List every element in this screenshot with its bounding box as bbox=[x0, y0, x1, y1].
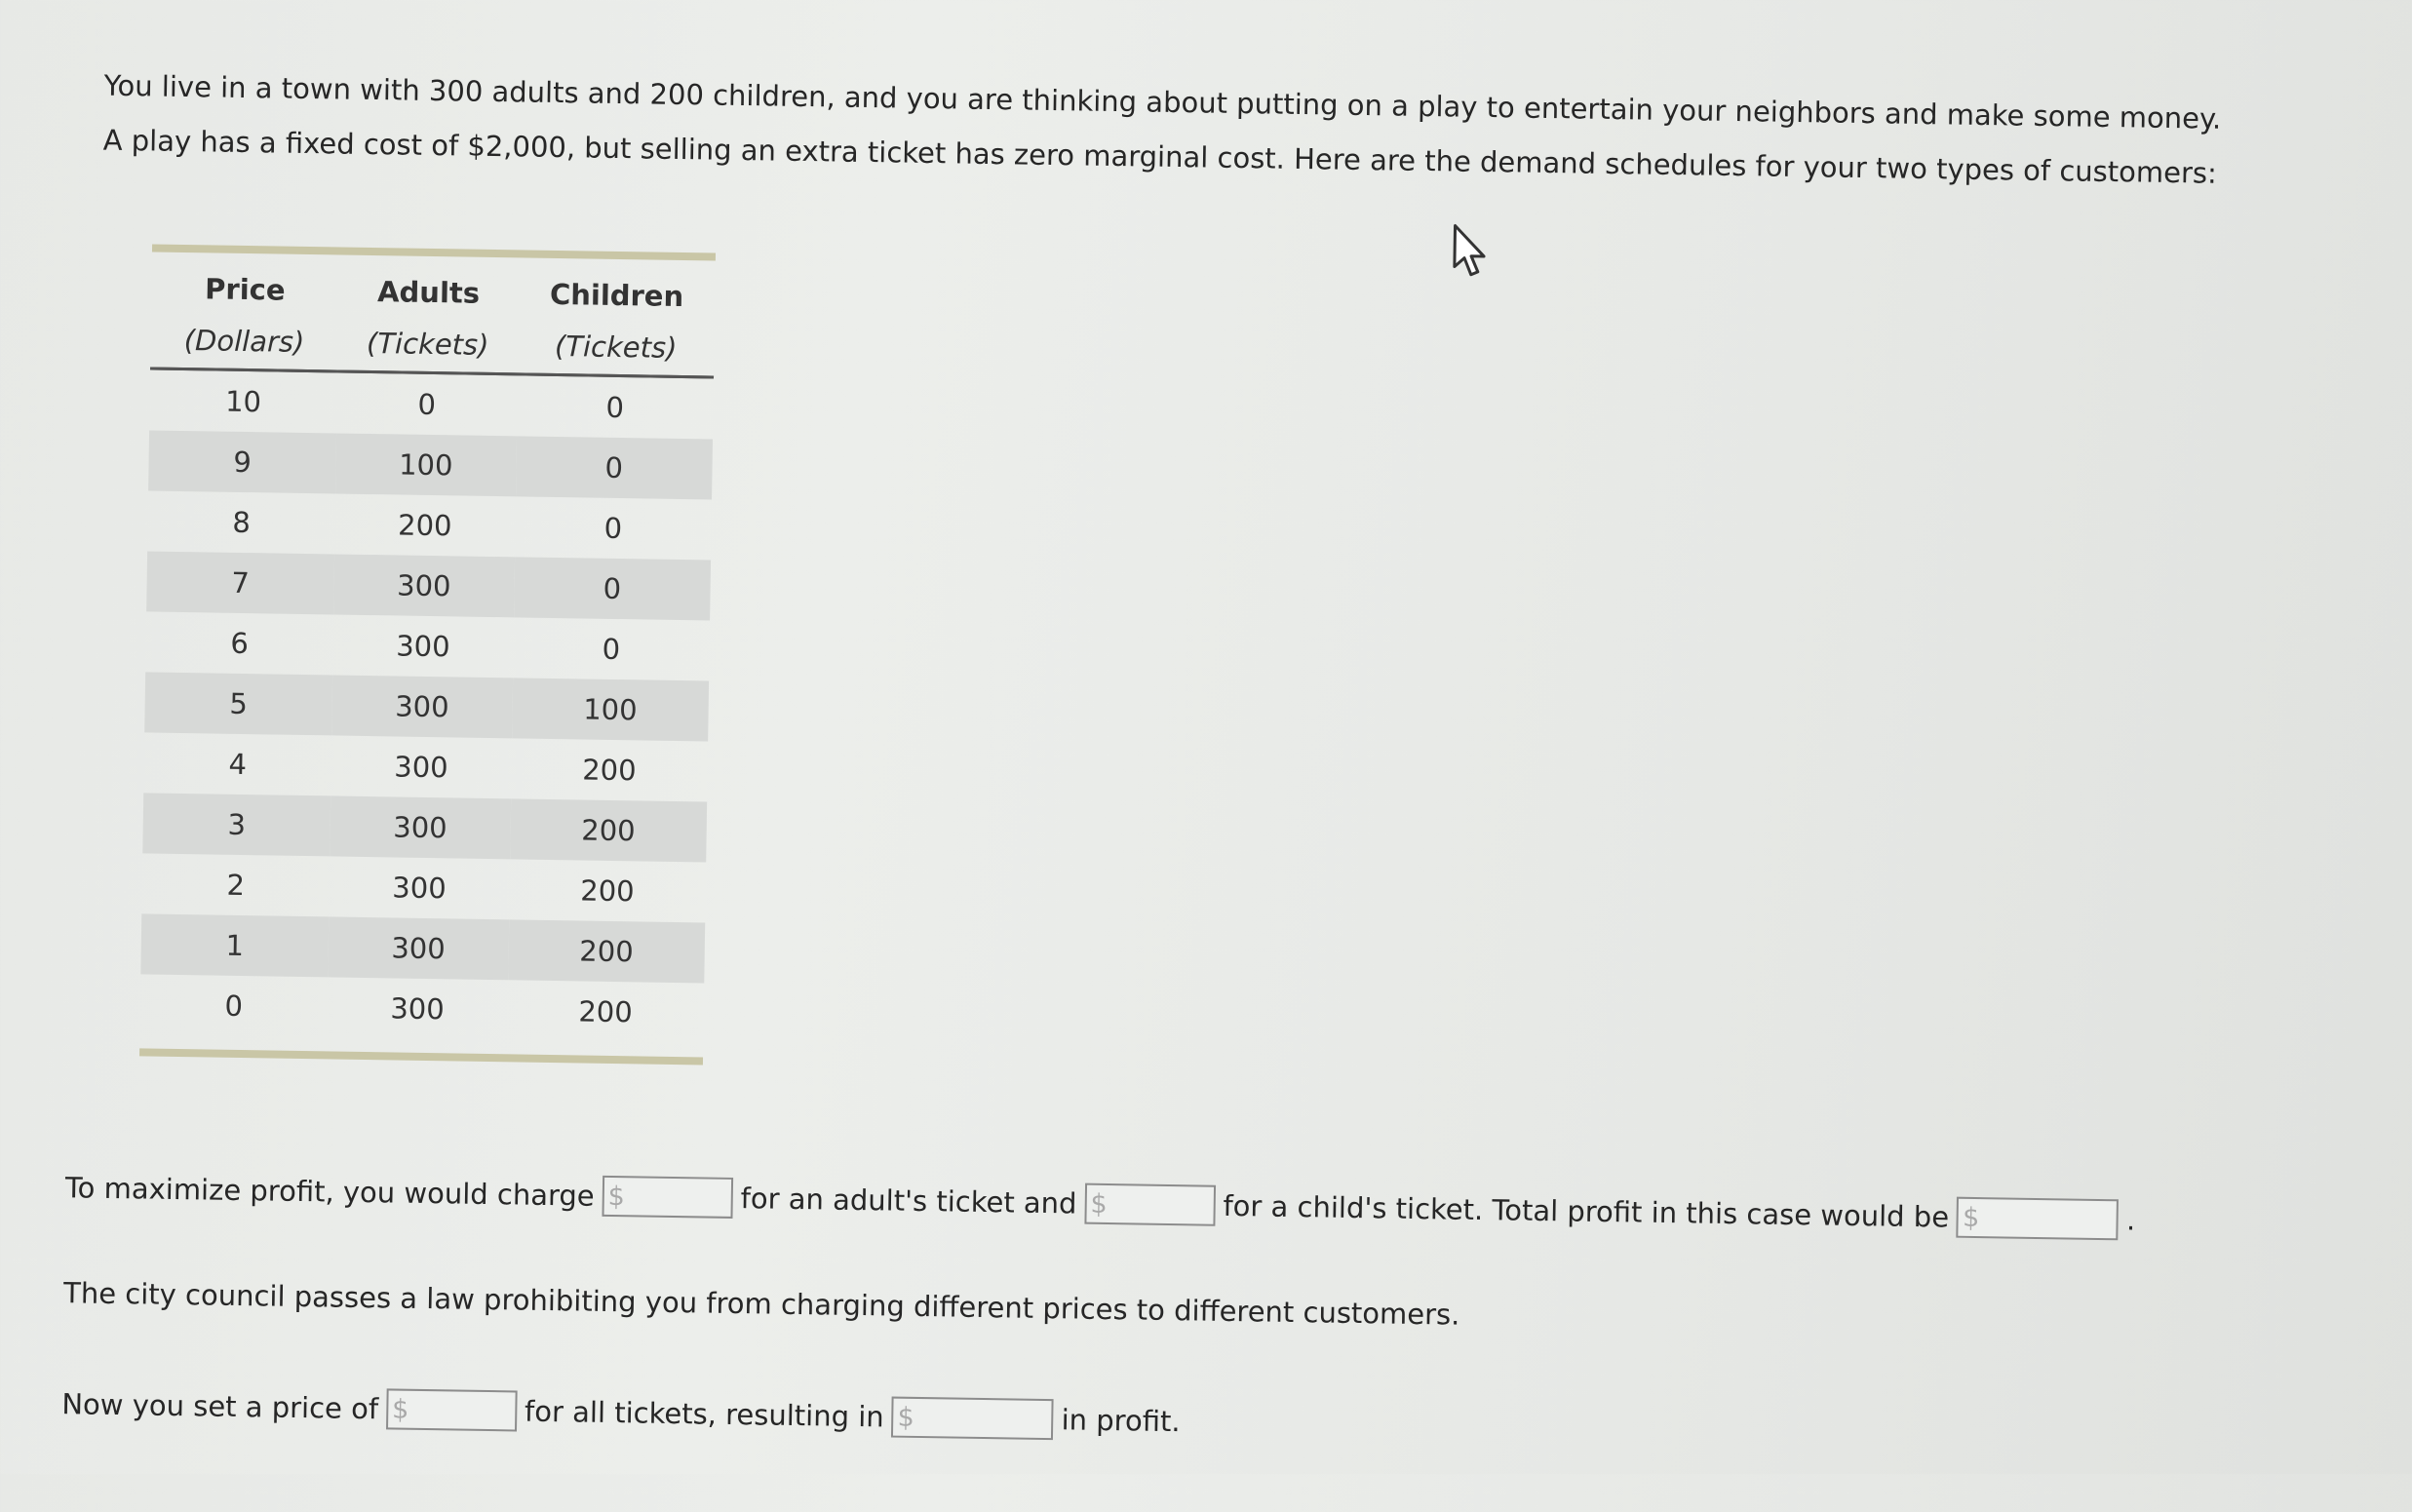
demand-schedule bbox=[139, 244, 716, 1065]
table-row bbox=[141, 853, 706, 922]
children-cell: 0 bbox=[514, 557, 711, 620]
dollar-prefix: $ bbox=[1962, 1202, 1980, 1233]
adults-cell: 0 bbox=[417, 387, 437, 422]
table-row bbox=[144, 672, 709, 741]
children-cell: 200 bbox=[510, 798, 707, 862]
table-top-rule bbox=[152, 244, 716, 260]
q2-text-c: in profit. bbox=[1061, 1403, 1181, 1439]
table-row bbox=[148, 430, 713, 499]
price-cell: 6 bbox=[230, 626, 250, 661]
demand-table bbox=[139, 263, 715, 1043]
resulting-profit-input[interactable] bbox=[891, 1397, 1054, 1441]
adults-cell: 300 bbox=[330, 795, 510, 859]
q2-text-a: Now you set a price of bbox=[61, 1387, 379, 1426]
price-cell: 10 bbox=[224, 384, 262, 419]
single-price-question bbox=[61, 1383, 1181, 1442]
adults-cell: 300 bbox=[328, 916, 508, 980]
table-row bbox=[139, 974, 704, 1043]
dollar-prefix: $ bbox=[897, 1402, 915, 1433]
q2-text-b: for all tickets, resulting in bbox=[524, 1394, 884, 1434]
total-profit-input[interactable] bbox=[1957, 1197, 2120, 1241]
mouse-cursor-icon bbox=[1451, 223, 1497, 283]
adults-cell: 300 bbox=[331, 675, 512, 738]
header-children: Children bbox=[549, 277, 684, 314]
problem-statement bbox=[102, 58, 2222, 201]
header-price-unit: (Dollars) bbox=[150, 312, 338, 371]
children-cell: 200 bbox=[581, 753, 637, 788]
children-cell: 200 bbox=[578, 994, 633, 1029]
dollar-prefix: $ bbox=[391, 1393, 409, 1425]
price-cell: 7 bbox=[146, 551, 334, 614]
child-price-input[interactable] bbox=[1084, 1183, 1216, 1226]
header-title-row bbox=[151, 263, 716, 321]
table-row bbox=[143, 732, 708, 801]
table-row bbox=[142, 793, 707, 862]
table-row bbox=[140, 913, 705, 983]
price-cell: 0 bbox=[224, 989, 244, 1024]
adults-cell: 100 bbox=[335, 433, 516, 496]
adults-cell: 300 bbox=[395, 629, 450, 664]
price-cell: 1 bbox=[140, 913, 329, 977]
q1-text-b: for an adult's ticket and bbox=[740, 1182, 1077, 1221]
q1-text-c: for a child's ticket. Total profit in this case would be bbox=[1223, 1188, 1950, 1234]
price-cell: 8 bbox=[232, 505, 252, 540]
children-cell: 0 bbox=[605, 390, 625, 425]
children-cell: 0 bbox=[516, 436, 713, 499]
price-cell: 4 bbox=[228, 747, 248, 782]
table-row bbox=[147, 490, 712, 560]
adult-price-input[interactable] bbox=[602, 1176, 733, 1219]
children-cell: 200 bbox=[580, 873, 635, 909]
table-row bbox=[146, 551, 711, 620]
intro-line-2: A play has a fixed cost of $2,000, but selling an extra ticket has zero marginal cost. Here are the demand schedules for your two types of customers: bbox=[102, 123, 2218, 190]
profit-max-question bbox=[65, 1167, 2136, 1240]
adults-cell: 200 bbox=[397, 508, 452, 543]
price-cell: 5 bbox=[144, 672, 332, 735]
dollar-prefix: $ bbox=[607, 1181, 626, 1212]
header-adults: Adults bbox=[376, 275, 481, 310]
q1-text-a: To maximize profit, you would charge bbox=[64, 1171, 595, 1213]
table-row bbox=[145, 611, 710, 680]
table-bottom-rule bbox=[139, 1048, 703, 1065]
header-children-unit: (Tickets) bbox=[518, 318, 715, 377]
question-section bbox=[61, 1167, 2308, 1439]
children-cell: 0 bbox=[602, 632, 621, 667]
children-cell: 0 bbox=[603, 511, 623, 546]
law-statement bbox=[63, 1276, 1460, 1331]
q1-text-d: . bbox=[2125, 1203, 2136, 1237]
price-cell: 3 bbox=[142, 793, 331, 856]
children-cell: 100 bbox=[512, 678, 709, 741]
adults-cell: 300 bbox=[390, 991, 445, 1027]
adults-cell: 300 bbox=[394, 750, 448, 785]
single-price-input[interactable] bbox=[386, 1388, 518, 1431]
header-adults-unit: (Tickets) bbox=[337, 315, 518, 373]
dollar-prefix: $ bbox=[1090, 1188, 1108, 1220]
children-cell: 200 bbox=[508, 919, 705, 983]
adults-cell: 300 bbox=[392, 871, 447, 906]
price-cell: 9 bbox=[148, 430, 336, 493]
header-price: Price bbox=[204, 272, 286, 307]
table-row bbox=[149, 368, 714, 440]
intro-line-1: You live in a town with 300 adults and 200 children, and you are thinking about putting on a play to entertain your neighbors and make some money. bbox=[103, 68, 2222, 136]
price-cell: 2 bbox=[226, 868, 246, 903]
law-text: The city council passes a law prohibiting you from charging different prices to different customers. bbox=[62, 1276, 1460, 1332]
header-unit-row bbox=[150, 312, 715, 377]
adults-cell: 300 bbox=[333, 554, 514, 617]
